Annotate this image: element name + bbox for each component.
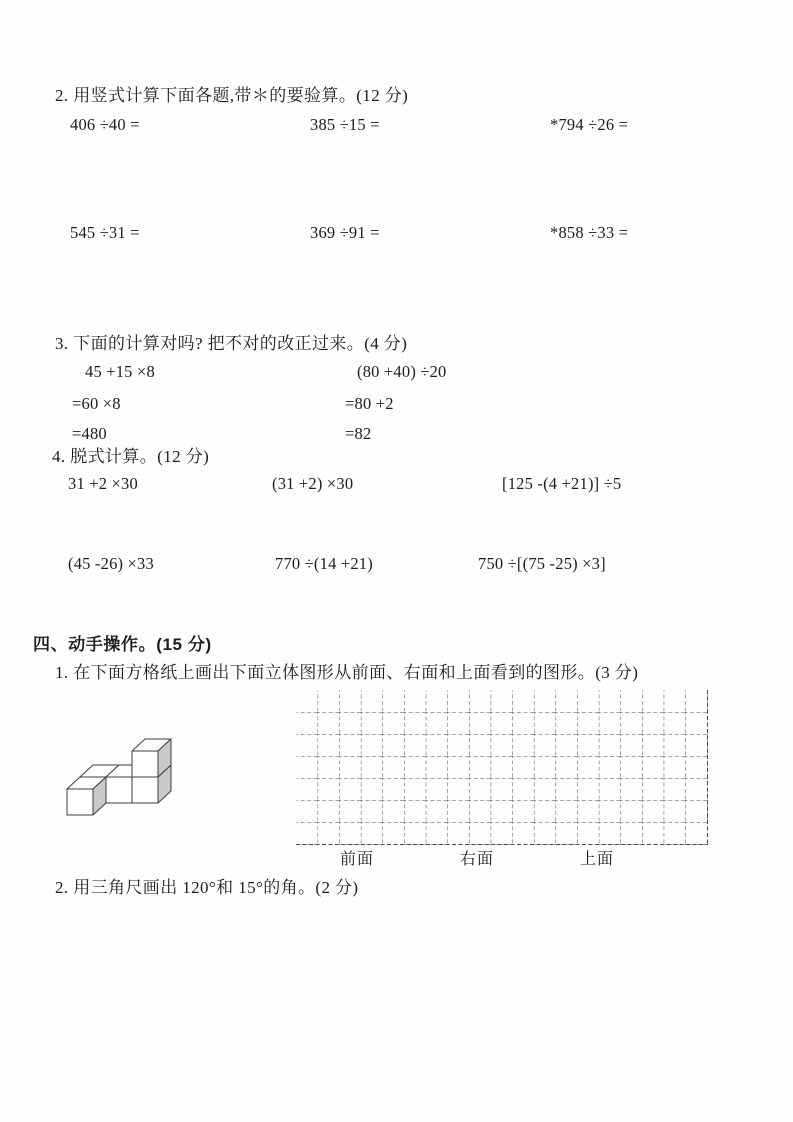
grid-paper (296, 690, 709, 847)
q4-row1-expression-2: (31 +2) ×30 (272, 474, 354, 493)
grid-cells (297, 691, 708, 845)
q4-row1-expression-3: [125 -(4 +21)] ÷5 (502, 474, 622, 493)
section-4-header: 四、动手操作。(15 分) (33, 635, 212, 654)
q4-row2-expression-2: 770 ÷(14 +21) (275, 554, 373, 573)
question-3-header: 3. 下面的计算对吗? 把不对的改正过来。(4 分) (55, 334, 408, 353)
q2-row2-expression-1: 545 ÷31 = (70, 223, 140, 242)
question-2-header: 2. 用竖式计算下面各题,带＊的要验算。(12 分) (55, 86, 409, 105)
q2-row1-expression-1: 406 ÷40 = (70, 115, 140, 134)
grid-label-top: 上面 (580, 851, 615, 868)
q3-left-line-1: 45 +15 ×8 (85, 362, 155, 381)
grid-label-right: 右面 (460, 851, 495, 868)
q4-row1-expression-1: 31 +2 ×30 (68, 474, 138, 493)
q4-row2-expression-1: (45 -26) ×33 (68, 554, 154, 573)
q3-right-line-3: =82 (345, 424, 372, 443)
q3-left-line-2: =60 ×8 (72, 394, 121, 413)
cube-faces (67, 739, 171, 815)
q2-row1-expression-2: 385 ÷15 = (310, 115, 380, 134)
grid-label-front: 前面 (340, 851, 375, 868)
question-4-header: 4. 脱式计算。(12 分) (52, 447, 210, 466)
q2-row2-expression-3: *858 ÷33 = (550, 223, 629, 242)
q4-row2-expression-3: 750 ÷[(75 -25) ×3] (478, 554, 606, 573)
section-4-question-1: 1. 在下面方格纸上画出下面立体图形从前面、右面和上面看到的图形。(3 分) (55, 663, 639, 682)
section-4-question-2: 2. 用三角尺画出 120°和 15°的角。(2 分) (55, 878, 359, 897)
q3-right-line-1: (80 +40) ÷20 (357, 362, 447, 381)
q3-left-line-3: =480 (72, 424, 107, 443)
q2-row1-expression-3: *794 ÷26 = (550, 115, 629, 134)
cube-solid-figure (66, 731, 178, 823)
q2-row2-expression-2: 369 ÷91 = (310, 223, 380, 242)
q3-right-line-2: =80 +2 (345, 394, 394, 413)
